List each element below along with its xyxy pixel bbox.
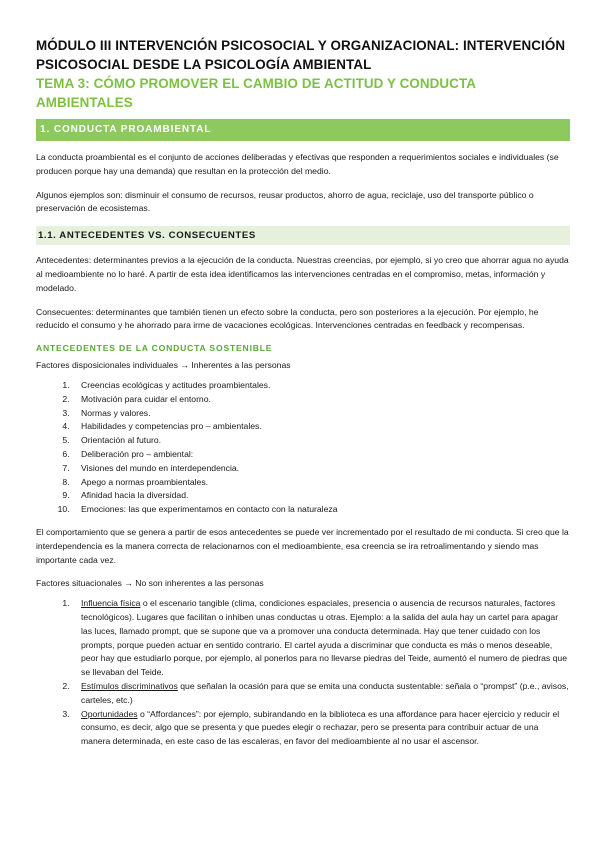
- list-item: [72, 597, 570, 680]
- list-item: [72, 708, 570, 749]
- list-item: 3. Normas y valores.: [72, 407, 570, 421]
- list-item: 5. Orientación al futuro.: [72, 434, 570, 448]
- item-text: o el escenario tangible (clima, condiciones espaciales, presencia o ausencia de recursos naturales, factores tecnológicos). Lugares que facilitan o inhiben unas conductas u otras. Ejemplo: a la salida del aula hay un cartel para apagar las luces, llamado prompt, que se supone que va a promover una conducta determinada. Hay que tener cuidado con los prompts, porque pueden actuar en sentido contrario. El cartel ayuda a discriminar que conducta es más o menos deseable, peor hay que estudiarlo porque, por ejemplo, al ponerlos para no llevarse piedras del Teide, aumentó el numero de piedras que se llevaban del Teide.: [81, 598, 568, 678]
- item-text: o “Affordances”: por ejemplo, subirandando en la biblioteca es una affordance para hacer ejercicio y reducir el consumo, es decir, algo que se presenta y que puedes elegir o rechazar, pero se presenta para contribuir actuar de una manera determinada, en este caso de las escaleras, en favor del medioambiente al no usar el ascensor.: [81, 708, 560, 747]
- paragraph-ejemplos: Algunos ejemplos son: disminuir el consumo de recursos, reusar productos, ahorro de agua, reciclaje, uso del transporte público o preservación de ecosistemas.: [36, 189, 534, 214]
- term-influencia-fisica: Influencia física: [81, 598, 141, 609]
- term-estimulos-discriminativos: Estímulos discriminativos: [81, 680, 178, 691]
- list-item: [72, 680, 570, 708]
- section-heading-conducta-proambiental: 1. CONDUCTA PROAMBIENTAL: [36, 119, 570, 141]
- list-item: 2. Motivación para cuidar el entorno.: [72, 393, 570, 407]
- paragraph-definicion: La conducta proambiental es el conjunto de acciones deliberadas y efectivas que responden a requerimientos sociales e individuales (se producen porque hay una demanda) que resultan en la protección del medio.: [36, 152, 559, 176]
- paragraph-factores-situacionales: Factores situacionales → No son inherentes a las personas: [36, 578, 264, 589]
- item-text: que señalan la ocasión para que se emita una conducta sustentable: señala o “prompst” (p.e., avisos, carteles, etc.): [81, 680, 569, 705]
- heading-antecedentes-conducta-sostenible: ANTECEDENTES DE LA CONDUCTA SOSTENIBLE: [36, 343, 273, 354]
- paragraph-factores-disposicionales: Factores disposicionales individuales → Inherentes a las personas: [36, 360, 291, 371]
- list-item: 7. Visiones del mundo en interdependencia.: [72, 462, 570, 476]
- list-factores-situacionales: [36, 597, 570, 749]
- paragraph-comportamiento: El comportamiento que se genera a partir de esos antecedentes se puede ver incrementado por el resultado de mi conducta. Si creo que la interdependencia es la manera correcta de relacionarnos con el medioambiente, esa creencia se ira retroalimentando y siendo mas importante cada vez.: [36, 526, 569, 565]
- list-item: 8. Apego a normas proambientales.: [72, 476, 570, 490]
- paragraph-antecedentes: Antecedentes: determinantes previos a la ejecución de la conducta. Nuestras creencias, por ejemplo, si yo creo que ahorrar agua no ayuda al medioambiente no lo haré. A partir de esta idea identificamos las intervenciones centradas en el compromiso, metas, información y modelado.: [36, 255, 569, 293]
- term-oportunidades: Oportunidades: [81, 708, 138, 719]
- list-item: 10. Emociones: las que experimentamos en contacto con la naturaleza: [72, 503, 570, 517]
- list-item: 4. Habilidades y competencias pro – ambientales.: [72, 420, 570, 434]
- list-factores-disposicionales: [36, 379, 570, 517]
- tema-title: TEMA 3: CÓMO PROMOVER EL CAMBIO DE ACTITUD Y CONDUCTA AMBIENTALES: [36, 76, 476, 110]
- list-item: 1. Creencias ecológicas y actitudes proambientales.: [72, 379, 570, 393]
- subsection-heading-antecedentes-consecuentes: 1.1. ANTECEDENTES VS. CONSECUENTES: [36, 226, 570, 245]
- list-item: 9. Afinidad hacia la diversidad.: [72, 489, 570, 503]
- module-title: MÓDULO III INTERVENCIÓN PSICOSOCIAL Y ORGANIZACIONAL: INTERVENCIÓN PSICOSOCIAL DESDE LA PSICOLOGÍA AMBIENTAL: [36, 38, 566, 72]
- paragraph-consecuentes: Consecuentes: determinantes que también tienen un efecto sobre la conducta, pero son posteriores a la ejecución. Por ejemplo, he reducido el consumo y he ahorrado para irme de vacaciones ecológicas. Intervenciones centradas en feedback y recompensas.: [36, 306, 539, 331]
- list-item: 6. Deliberación pro – ambiental:: [72, 448, 570, 462]
